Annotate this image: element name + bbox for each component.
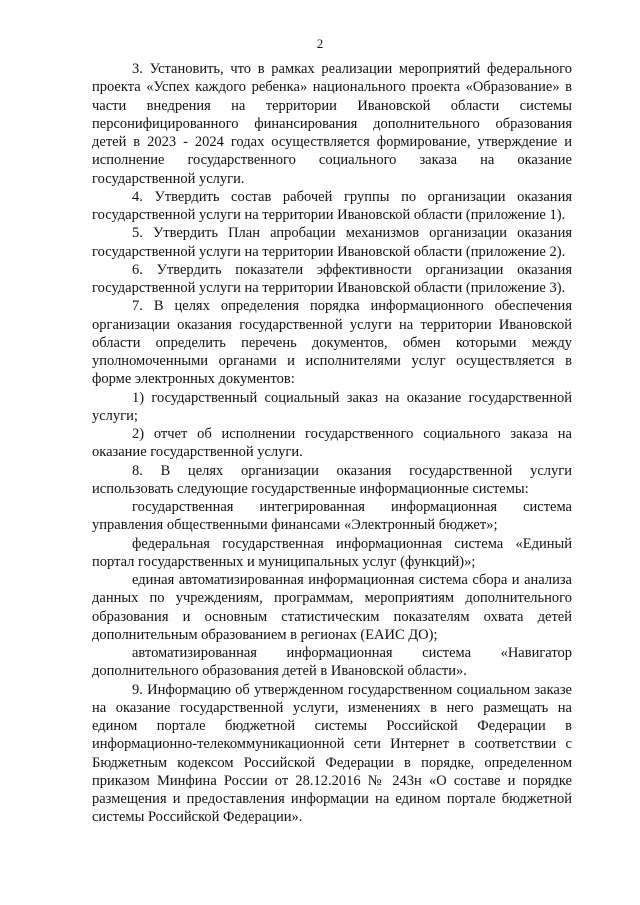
paragraph-7: 7. В целях определения порядка информационного обеспечения организации оказания государственной услуги на территории Ивановской области определить перечень документов, обмен которыми между уполномоченными органами и исполнителями услуг осуществляется в форме электронных документов: <box>92 298 572 388</box>
paragraph-4: 4. Утвердить состав рабочей группы по организации оказания государственной услуги на территории Ивановской области (приложение 1). <box>92 188 572 223</box>
document-body <box>92 60 572 827</box>
paragraph-8-system-portal: федеральная государственная информационная система «Единый портал государственных и муниципальных услуг (функций)»; <box>92 535 572 570</box>
page-number: 2 <box>316 36 324 51</box>
paragraph-3: 3. Установить, что в рамках реализации мероприятий федерального проекта «Успех каждого ребенка» национального проекта «Образование» в части внедрения на территории Ивановской области системы персонифицированного финансирования дополнительного образования детей в 2023 - 2024 годах осуществляется формирование, утверждение и исполнение государственного социального заказа на оказание государственной услуги. <box>92 61 572 187</box>
paragraph-8-system-eais: единая автоматизированная информационная система сбора и анализа данных по учреждениям, программам, мероприятиям дополнительного образования и основным статистическим показателям охвата детей дополнительным образованием в регионах (ЕАИС ДО); <box>92 572 572 643</box>
paragraph-9: 9. Информацию об утвержденном государственном социальном заказе на оказание государственной услуги, изменениях в него размещать на едином портале бюджетной системы Российской Федерации в информационно-телекоммуникационной сети Интернет в соответствии с Бюджетным кодексом Российской Федерации в порядке, определенном приказом Минфина России от 28.12.2016 № 243н «О составе и порядке размещения и предоставления информации на едином портале бюджетной системы Российской Федерации». <box>92 681 572 826</box>
paragraph-8-system-navigator: автоматизированная информационная система «Навигатор дополнительного образования детей в Ивановской области». <box>92 645 572 680</box>
paragraph-8-system-budget: государственная интегрированная информационная система управления общественными финансами «Электронный бюджет»; <box>92 499 572 534</box>
paragraph-6: 6. Утвердить показатели эффективности организации оказания государственной услуги на территории Ивановской области (приложение 3). <box>92 261 572 296</box>
paragraph-7-item-1: 1) государственный социальный заказ на оказание государственной услуги; <box>92 389 572 424</box>
paragraph-5: 5. Утвердить План апробации механизмов организации оказания государственной услуги на территории Ивановской области (приложение 2). <box>92 225 572 260</box>
paragraph-7-item-2: 2) отчет об исполнении государственного социального заказа на оказание государственной услуги. <box>92 426 572 461</box>
paragraph-8: 8. В целях организации оказания государственной услуги использовать следующие государственные информационные системы: <box>92 462 572 497</box>
